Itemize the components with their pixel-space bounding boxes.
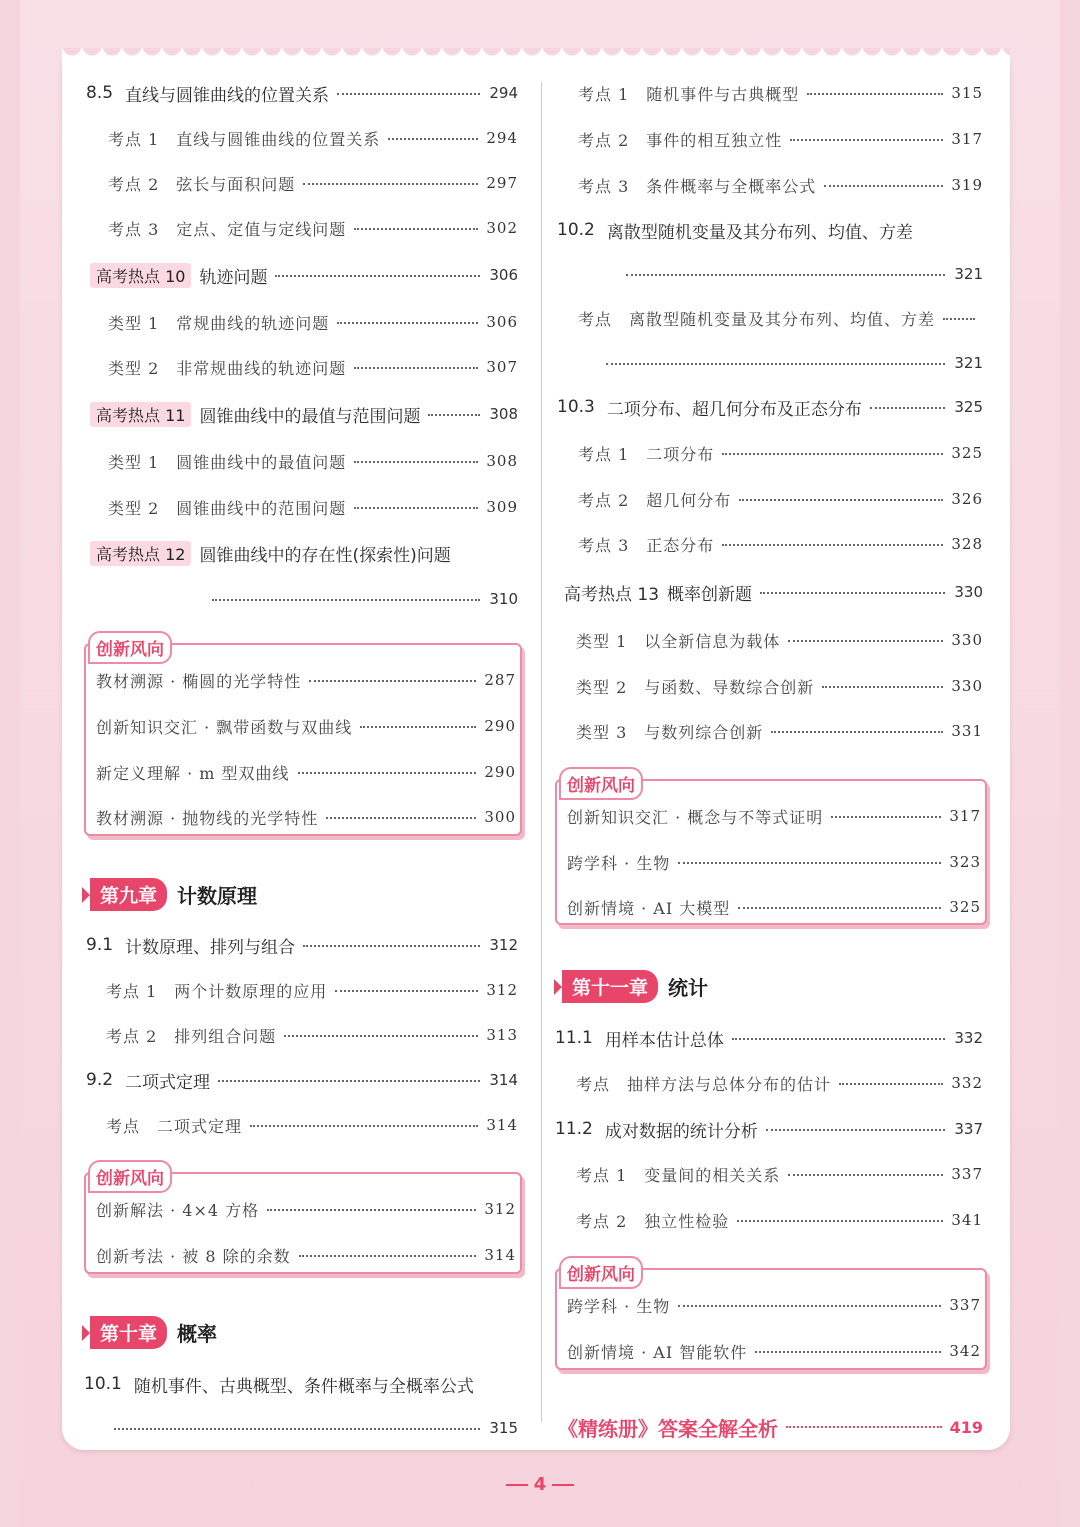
section-number: 9.2: [86, 1070, 114, 1090]
leader-dots: [739, 499, 943, 501]
chapter-tag: 第十章: [90, 1316, 167, 1349]
toc-continuation: [114, 1413, 518, 1443]
leader-dots: [788, 1174, 943, 1176]
section-title: 随机事件、古典概型、条件概率与全概率公式: [133, 1376, 474, 1397]
entry-title: 类型 3 与数列综合创新: [576, 722, 764, 742]
leader-dots: [218, 1080, 480, 1082]
entry-title: 创新知识交汇 · 概念与不等式证明: [567, 807, 824, 827]
box-title: 创新风向: [88, 1160, 172, 1193]
page-ref: 315: [489, 1419, 518, 1437]
entry-title: 类型 1 常规曲线的轨迹问题: [108, 313, 330, 333]
toc-entry[interactable]: [108, 446, 518, 476]
page-ref: 330: [951, 631, 983, 649]
leader-dots: [428, 414, 480, 416]
entry-title: 创新情境 · AI 智能软件: [567, 1342, 748, 1362]
toc-entry[interactable]: [108, 168, 518, 198]
toc-entry[interactable]: [567, 1290, 981, 1320]
section-title: 二项分布、超几何分布及正态分布: [606, 399, 862, 420]
page-ref: 294: [489, 84, 518, 102]
entry-title: 创新解法 · 4×4 方格: [96, 1200, 260, 1220]
leader-dots: [354, 507, 478, 509]
toc-section-9-2[interactable]: [86, 1065, 518, 1095]
leader-dots: [738, 907, 941, 909]
chapter-9-heading[interactable]: [90, 877, 257, 911]
toc-entry[interactable]: [578, 170, 983, 200]
hotspot-tag: 高考热点 12: [90, 541, 191, 566]
toc-entry[interactable]: [96, 665, 516, 695]
leader-dots: [303, 945, 480, 947]
page-ref: 297: [486, 174, 518, 192]
leader-dots: [790, 139, 943, 141]
toc-entry[interactable]: [578, 78, 983, 108]
toc-entry[interactable]: [578, 303, 983, 333]
hotspot-title: 圆锥曲线中的存在性(探索性)问题: [199, 545, 451, 566]
leader-dots: [309, 680, 476, 682]
leader-dots: [755, 1351, 941, 1353]
toc-section-8-5[interactable]: [86, 78, 518, 108]
toc-hotspot-13[interactable]: [564, 577, 983, 607]
page-ref: 308: [489, 405, 518, 423]
entry-title: 考点 1 随机事件与古典概型: [578, 84, 800, 104]
section-number: 8.5: [86, 83, 114, 103]
chapter-11-heading[interactable]: [562, 969, 708, 1003]
section-title: 直线与圆锥曲线的位置关系: [125, 85, 330, 106]
page-ref: 341: [951, 1211, 983, 1229]
leader-dots: [354, 461, 478, 463]
toc-section-11-1[interactable]: [555, 1023, 983, 1053]
page-ref: 337: [951, 1165, 983, 1183]
page-ref: 315: [951, 84, 983, 102]
toc-entry[interactable]: [578, 529, 983, 559]
page-ref: 313: [486, 1026, 518, 1044]
toc-entry[interactable]: [576, 716, 983, 746]
leader-dots: [303, 183, 478, 185]
toc-section-9-1[interactable]: [86, 930, 518, 960]
entry-title: 新定义理解 · m 型双曲线: [96, 763, 290, 783]
leader-dots: [354, 228, 478, 230]
leader-dots: [335, 990, 478, 992]
toc-entry[interactable]: [108, 123, 518, 153]
entry-title: 考点 离散型随机变量及其分布列、均值、方差: [578, 309, 936, 329]
toc-hotspot-12[interactable]: [90, 538, 518, 568]
leader-dots: [839, 1083, 943, 1085]
page-ref: 307: [486, 358, 518, 376]
page-ref: 312: [486, 981, 518, 999]
innovation-box: [555, 1265, 987, 1370]
entry-title: 考点 3 条件概率与全概率公式: [578, 176, 817, 196]
toc-entry[interactable]: [576, 1068, 983, 1098]
leader-dots: [788, 640, 943, 642]
leader-dots: [337, 93, 480, 95]
entry-title: 考点 2 排列组合问题: [106, 1026, 277, 1046]
toc-entry[interactable]: [578, 124, 983, 154]
leader-dots: [267, 1209, 476, 1211]
answer-key-title: 《精练册》答案全解全析: [558, 1416, 778, 1441]
section-number: 10.3: [557, 397, 595, 417]
leader-dots: [831, 816, 941, 818]
leader-dots: [299, 1255, 477, 1257]
chapter-tag: 第十一章: [562, 970, 658, 1003]
toc-entry[interactable]: [578, 438, 983, 468]
entry-title: 类型 2 非常规曲线的轨迹问题: [108, 358, 347, 378]
entry-title: 教材溯源 · 椭圆的光学特性: [96, 671, 302, 691]
page-ref: 290: [484, 763, 516, 781]
toc-entry[interactable]: [108, 307, 518, 337]
toc-entry[interactable]: [108, 352, 518, 382]
toc-entry[interactable]: [96, 1194, 516, 1224]
toc-section-11-2[interactable]: [555, 1114, 983, 1144]
innovation-box: [84, 640, 522, 836]
innovation-box: [555, 776, 987, 925]
page-ref: 325: [954, 398, 983, 416]
entry-title: 教材溯源 · 抛物线的光学特性: [96, 808, 319, 828]
leader-dots: [822, 686, 943, 688]
entry-title: 创新知识交汇 · 飘带函数与双曲线: [96, 717, 353, 737]
toc-entry[interactable]: [108, 213, 518, 243]
page-ref: 314: [486, 1116, 518, 1134]
section-number: 10.2: [557, 220, 595, 240]
hotspot-title: 轨迹问题: [199, 267, 268, 288]
leader-dots: [766, 1129, 945, 1131]
box-title: 创新风向: [88, 631, 172, 664]
page-ref: 321: [954, 354, 983, 372]
box-title: 创新风向: [559, 767, 643, 800]
section-title: 计数原理、排列与组合: [125, 937, 296, 958]
page-ref: 332: [954, 1029, 983, 1047]
leader-dots: [275, 275, 480, 277]
page-ref: 337: [949, 1296, 981, 1314]
toc-entry[interactable]: [96, 757, 516, 787]
page-ref: 314: [484, 1246, 516, 1264]
leader-dots: [626, 274, 945, 276]
leader-dots: [354, 367, 478, 369]
leader-dots: [943, 318, 975, 320]
toc-hotspot-10[interactable]: [90, 260, 518, 290]
page-ref: 321: [954, 265, 983, 283]
section-number: 10.1: [84, 1374, 122, 1394]
leader-dots: [337, 322, 478, 324]
leader-dots: [250, 1125, 478, 1127]
page-ref: 314: [489, 1071, 518, 1089]
page-ref: 306: [489, 266, 518, 284]
leader-dots: [326, 817, 476, 819]
leader-dots: [722, 544, 943, 546]
page-ref: 312: [484, 1200, 516, 1218]
section-number: 11.1: [555, 1028, 593, 1048]
answer-key-entry[interactable]: [558, 1411, 983, 1443]
entry-title: 考点 3 定点、定值与定线问题: [108, 219, 347, 239]
hotspot-title: 概率创新题: [667, 584, 753, 605]
toc-entry[interactable]: [576, 1205, 983, 1235]
toc-entry[interactable]: [96, 1240, 516, 1270]
toc-section-10-2[interactable]: [557, 215, 983, 245]
entry-title: 考点 2 事件的相互独立性: [578, 130, 783, 150]
page-ref: 419: [949, 1417, 983, 1437]
toc-entry[interactable]: [108, 492, 518, 522]
page-ref: 325: [949, 898, 981, 916]
toc-continuation: [606, 348, 983, 378]
page-ref: 287: [484, 671, 516, 689]
entry-title: 考点 2 超几何分布: [578, 490, 732, 510]
section-title: 用样本估计总体: [604, 1030, 724, 1051]
entry-title: 考点 2 弦长与面积问题: [108, 174, 296, 194]
chapter-10-heading[interactable]: [90, 1315, 217, 1349]
toc-entry[interactable]: [578, 484, 983, 514]
chapter-tag: 第九章: [90, 878, 167, 911]
leader-dots: [732, 1038, 945, 1040]
section-number: 11.2: [555, 1119, 593, 1139]
section-title: 成对数据的统计分析: [604, 1121, 758, 1142]
leader-dots: [114, 1428, 480, 1430]
page-ref: 332: [951, 1074, 983, 1092]
page-number-text: 4: [533, 1474, 547, 1495]
toc-entry[interactable]: [576, 625, 983, 655]
page-number-dash: [552, 1484, 574, 1486]
page-ref: 300: [484, 808, 516, 826]
entry-title: 考点 1 直线与圆锥曲线的位置关系: [108, 129, 381, 149]
entry-title: 考点 1 两个计数原理的应用: [106, 981, 328, 1001]
entry-title: 创新情境 · AI 大模型: [567, 898, 731, 918]
page-ref: 317: [951, 130, 983, 148]
leader-dots: [722, 453, 943, 455]
page-ref: 330: [954, 583, 983, 601]
entry-title: 类型 2 与函数、导数综合创新: [576, 677, 815, 697]
page-ref: 325: [951, 444, 983, 462]
entry-title: 跨学科 · 生物: [567, 853, 671, 873]
toc-section-10-1[interactable]: [84, 1369, 518, 1399]
page-ref: 308: [486, 452, 518, 470]
page-ref: 337: [954, 1120, 983, 1138]
page-ref: 317: [949, 807, 981, 825]
box-title: 创新风向: [559, 1256, 643, 1289]
sheet-wavy-edge: [62, 48, 1010, 64]
chapter-name: 概率: [177, 1321, 218, 1346]
toc-entry[interactable]: [96, 802, 516, 832]
section-title: 二项式定理: [125, 1072, 211, 1093]
page-ref: 306: [486, 313, 518, 331]
innovation-box: [84, 1169, 522, 1274]
entry-title: 考点 1 二项分布: [578, 444, 715, 464]
page-number-dash: [506, 1484, 528, 1486]
page-ref: 326: [951, 490, 983, 508]
entry-title: 跨学科 · 生物: [567, 1296, 671, 1316]
page-ref: 294: [486, 129, 518, 147]
page-ref: 302: [486, 219, 518, 237]
leader-dots: [807, 93, 943, 95]
leader-dots: [360, 726, 476, 728]
leader-dots: [284, 1035, 478, 1037]
toc-entry[interactable]: [106, 1110, 518, 1140]
page-ref: 330: [951, 677, 983, 695]
page-number: [0, 1474, 1080, 1495]
toc-entry[interactable]: [106, 1020, 518, 1050]
leader-dots: [824, 185, 943, 187]
page-ref: 342: [949, 1342, 981, 1360]
leader-dots: [771, 731, 943, 733]
page-ref: 312: [489, 936, 518, 954]
entry-title: 创新考法 · 被 8 除的余数: [96, 1246, 291, 1266]
toc-entry[interactable]: [567, 1336, 981, 1366]
toc-entry[interactable]: [96, 711, 516, 741]
toc-entry[interactable]: [567, 847, 981, 877]
entry-title: 类型 2 圆锥曲线中的范围问题: [108, 498, 347, 518]
entry-title: 考点 1 变量间的相关关系: [576, 1165, 781, 1185]
leader-dots: [388, 138, 478, 140]
toc-entry[interactable]: [106, 975, 518, 1005]
leader-dots: [212, 599, 480, 601]
toc-entry[interactable]: [576, 1159, 983, 1189]
leader-dots: [606, 363, 945, 365]
page-ref: 319: [951, 176, 983, 194]
entry-title: 考点 3 正态分布: [578, 535, 715, 555]
entry-title: 考点 二项式定理: [106, 1116, 243, 1136]
page-ref: 310: [489, 590, 518, 608]
page-ref: 309: [486, 498, 518, 516]
toc-entry[interactable]: [567, 801, 981, 831]
page-ref: 323: [949, 853, 981, 871]
section-number: 9.1: [86, 935, 114, 955]
toc-entry[interactable]: [567, 892, 981, 922]
page-ref: 328: [951, 535, 983, 553]
entry-title: 类型 1 以全新信息为载体: [576, 631, 781, 651]
toc-entry[interactable]: [576, 671, 983, 701]
toc-continuation: [212, 584, 518, 614]
chapter-name: 计数原理: [177, 883, 258, 908]
leader-dots: [678, 1305, 941, 1307]
leader-dots: [870, 407, 945, 409]
entry-title: 考点 抽样方法与总体分布的估计: [576, 1074, 832, 1094]
leader-dots: [737, 1220, 943, 1222]
toc-section-10-3[interactable]: [557, 392, 983, 422]
entry-title: 考点 2 独立性检验: [576, 1211, 730, 1231]
hotspot-tag: 高考热点 10: [90, 263, 191, 288]
leader-dots: [678, 862, 941, 864]
toc-hotspot-11[interactable]: [90, 399, 518, 429]
column-divider: [541, 82, 542, 1422]
leader-dots: [786, 1426, 942, 1428]
leader-dots: [298, 772, 477, 774]
chapter-name: 统计: [668, 975, 709, 1000]
page-ref: 331: [951, 722, 983, 740]
entry-title: 类型 1 圆锥曲线中的最值问题: [108, 452, 347, 472]
section-title: 离散型随机变量及其分布列、均值、方差: [606, 222, 913, 243]
hotspot-title: 圆锥曲线中的最值与范围问题: [199, 406, 421, 427]
toc-continuation: [626, 259, 983, 289]
page-ref: 290: [484, 717, 516, 735]
leader-dots: [760, 592, 945, 594]
hotspot-tag: 高考热点 13: [564, 584, 660, 605]
hotspot-tag: 高考热点 11: [90, 402, 191, 427]
